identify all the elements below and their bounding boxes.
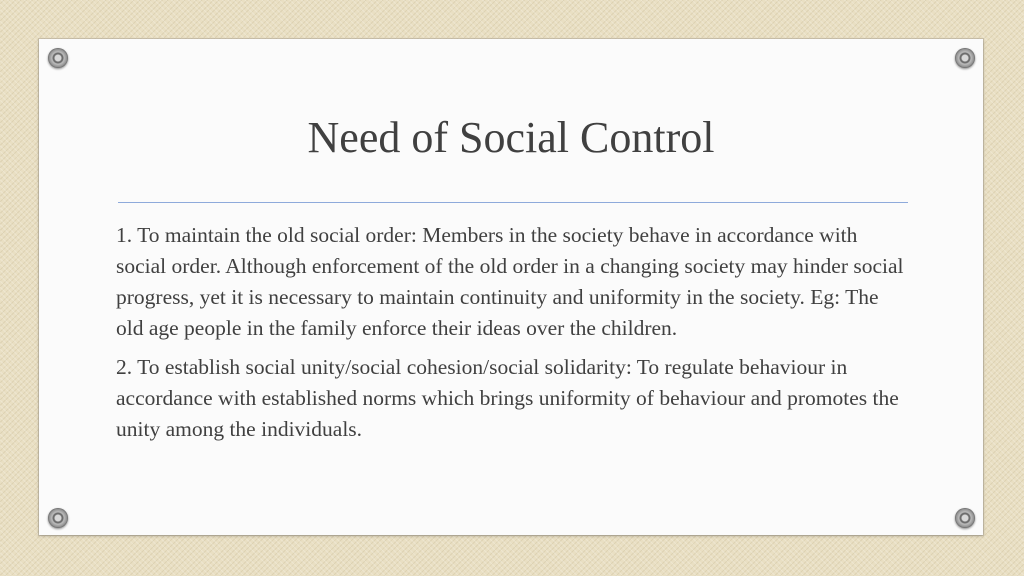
pushpin-icon — [955, 48, 975, 68]
slide-title: Need of Social Control — [307, 113, 715, 162]
slide-body — [116, 220, 906, 453]
pushpin-icon — [48, 508, 68, 528]
title-divider — [118, 202, 908, 203]
body-point-2: 2. To establish social unity/social cohesion/social solidarity: To regulate behaviour in accordance with established norms which brings uniformity of behaviour and promotes the unity among the individuals. — [116, 355, 899, 441]
pushpin-icon — [955, 508, 975, 528]
pushpin-icon — [48, 48, 68, 68]
body-point-1: 1. To maintain the old social order: Members in the society behave in accordance with social order. Although enforcement of the old order in a changing society may hinder social progress, yet it is necessary to maintain continuity and uniformity in the society. Eg: The old age people in the family enforce their ideas over the children. — [116, 223, 904, 340]
